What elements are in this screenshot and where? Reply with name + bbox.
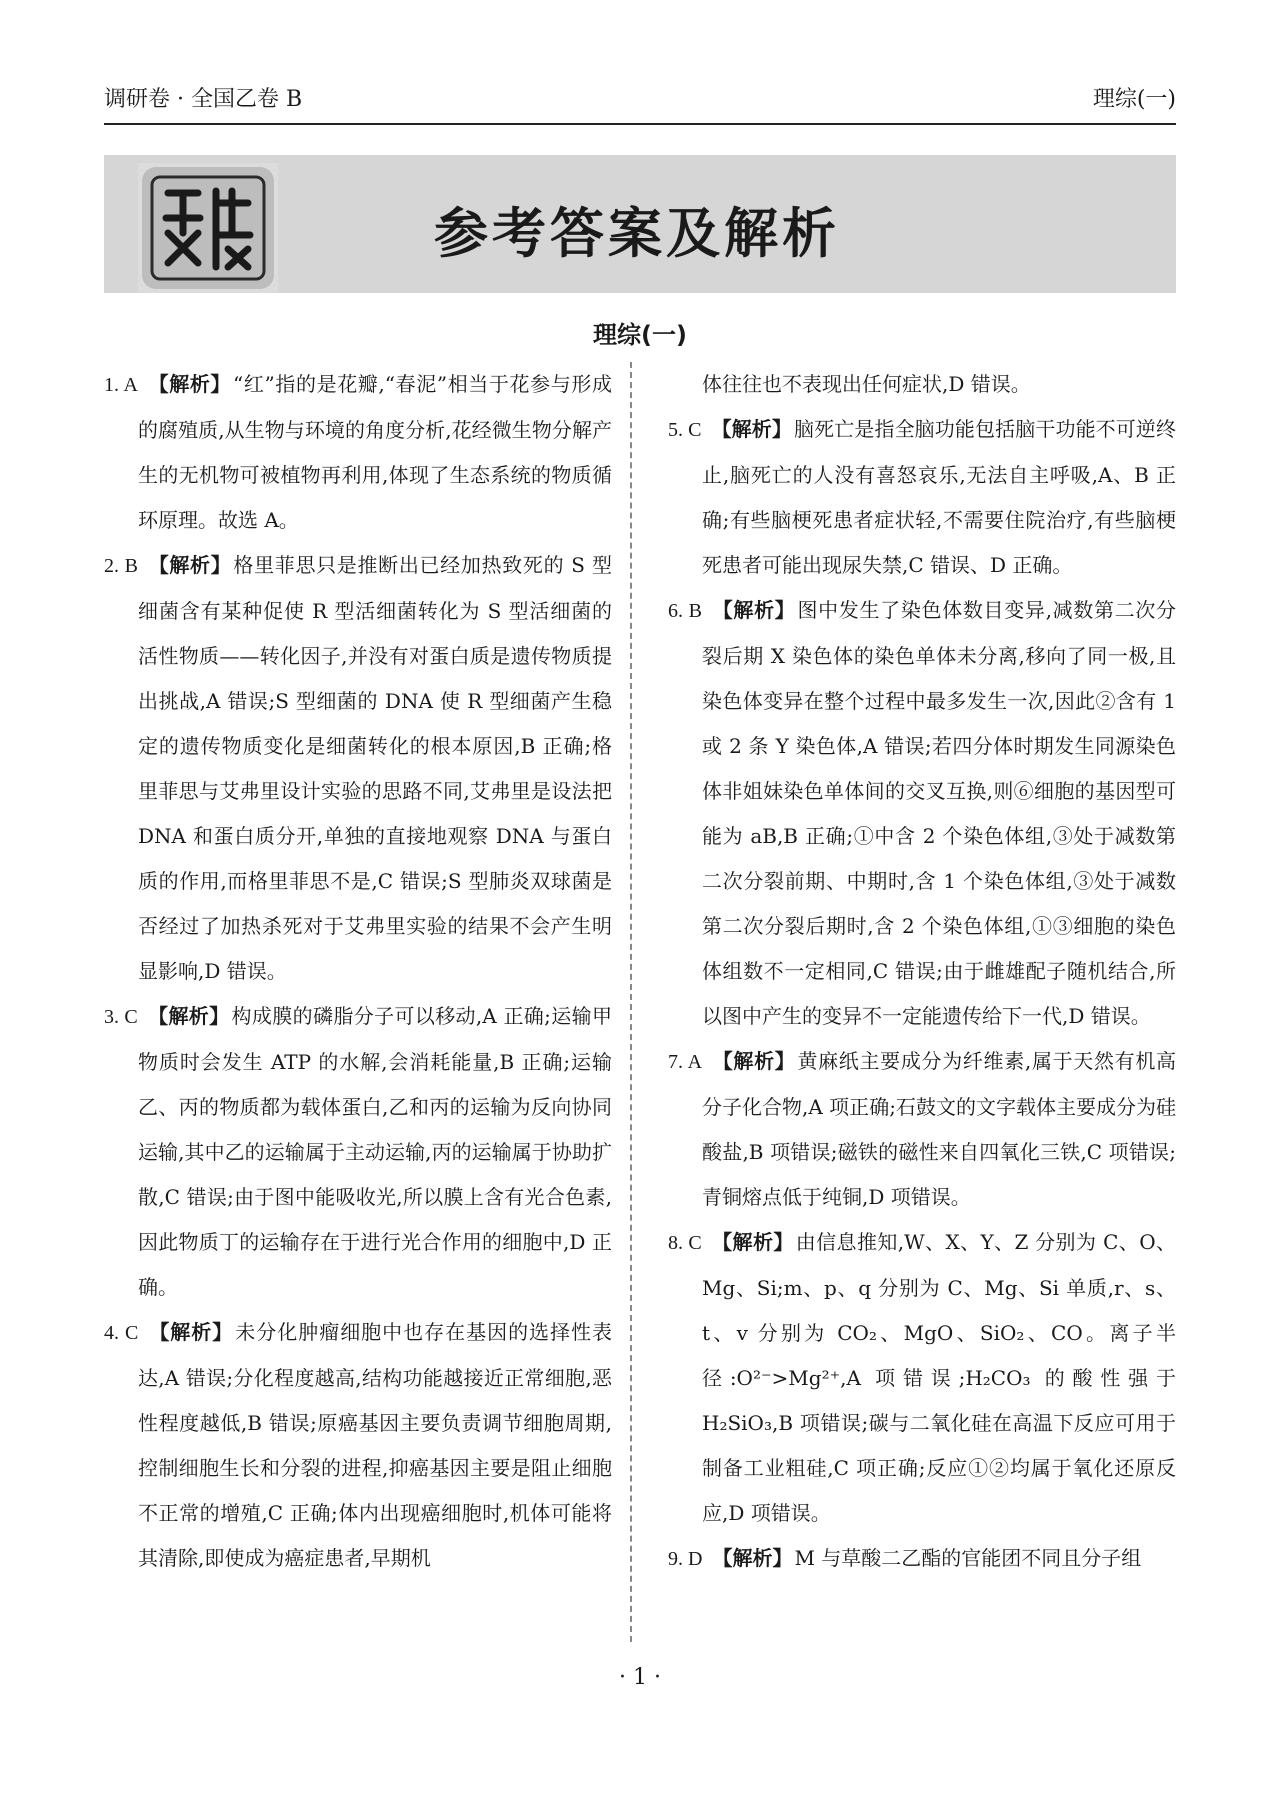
answer-text: 脑死亡是指全脑功能包括脑干功能不可逆终止,脑死亡的人没有喜怒哀乐,无法自主呼吸,A、B 正确;有些脑梗死患者症状轻,不需要住院治疗,有些脑梗死患者可能出现尿失禁,C 错误、D 正确。 [702,417,1177,577]
header-right-title: 理综(一) [1092,87,1176,112]
answer-continuation [668,362,1176,407]
answer-item [668,407,1176,588]
analysis-tag: 【解析】 [148,553,232,577]
answer-number: 3. C [104,1006,138,1028]
answer-number: 6. B [668,600,703,622]
right-column [668,362,1176,1642]
answer-text: M 与草酸二乙酯的官能团不同且分子组 [794,1546,1142,1570]
answer-text: 黄麻纸主要成分为纤维素,属于天然有机高分子化合物,A 项正确;石鼓文的文字载体主要成分为硅酸盐,B 项错误;磁铁的磁性来自四氧化三铁,C 项错误;青铜熔点低于纯铜,D 项错误。 [702,1049,1177,1209]
answer-item [668,1220,1176,1536]
answer-text: 由信息推知,W、X、Y、Z 分别为 C、O、Mg、Si;m、p、q 分别为 C、Mg、Si 单质,r、s、t、v 分别为 CO₂、MgO、SiO₂、CO。离子半径:O²⁻>Mg²⁺,A 项错误;H₂CO₃ 的酸性强于 H₂SiO₃,B 项错误;碳与二氧化硅在高温下反应可用于制备工业粗硅,C 项正确;反应①②均属于氧化还原反应,D 项错误。 [702,1230,1177,1525]
answer-number: 1. A [104,374,138,396]
seal-logo-icon [138,163,278,293]
analysis-tag: 【解析】 [148,1320,234,1344]
answer-text: 体往往也不表现出任何症状,D 错误。 [702,372,1031,396]
header-left-title: 调研卷 · 全国乙卷 B [104,87,303,112]
answer-item [104,362,612,543]
running-header [104,82,1176,125]
analysis-tag: 【解析】 [711,1230,794,1254]
answer-text: 图中发生了染色体数目变异,减数第二次分裂后期 X 染色体的染色单体未分离,移向了同一极,且染色体变异在整个过程中最多发生一次,因此②含有 1 或 2 条 Y 染色体,A 错误;若四分体时期发生同源染色体非姐妹染色单体间的交叉互换,则⑥细胞的基因型可能为 aB,B 正确;①中含 2 个染色体组,③处于减数第二次分裂前期、中期时,含 1 个染色体组,③处于减数第二次分裂后期时,含 2 个染色体组,①③细胞的染色体组数不一定相同,C 错误;由于雌雄配子随机结合,所以图中产生的变异不一定能遗传给下一代,D 错误。 [702,598,1177,1028]
answer-columns [104,362,1176,1642]
page-number: · 1 · [619,1665,661,1690]
banner-title: 参考答案及解析 [434,202,840,265]
title-banner [104,155,1176,293]
answer-text: 格里菲思只是推断出已经加热致死的 S 型细菌含有某种促使 R 型活细菌转化为 S 型活细菌的活性物质——转化因子,并没有对蛋白质是遗传物质提出挑战,A 错误;S 型细菌的 DNA 使 R 型细菌产生稳定的遗传物质变化是细菌转化的根本原因,B 正确;格里菲思与艾弗里设计实验的思路不同,艾弗里是设法把 DNA 和蛋白质分开,单独的直接地观察 DNA 与蛋白质的作用,而格里菲思不是,C 错误;S 型肺炎双球菌是否经过了加热杀死对于艾弗里实验的结果不会产生明显影响,D 错误。 [138,553,613,983]
answer-number: 2. B [104,555,139,577]
answer-text: 构成膜的磷脂分子可以移动,A 正确;运输甲物质时会发生 ATP 的水解,会消耗能量,B 正确;运输乙、丙的物质都为载体蛋白,乙和丙的运输为反向协同运输,其中乙的运输属于主动运输,丙的运输属于协助扩散,C 错误;由于图中能吸收光,所以膜上含有光合色素,因此物质丁的运输存在于进行光合作用的细胞中,D 正确。 [138,1004,613,1299]
answer-number: 8. C [668,1232,702,1254]
answer-item [104,543,612,994]
analysis-tag: 【解析】 [147,1004,230,1028]
analysis-tag: 【解析】 [712,1546,793,1570]
answer-number: 7. A [668,1051,703,1073]
left-column [104,362,632,1642]
answer-number: 4. C [104,1322,139,1344]
answer-item [668,1536,1176,1582]
answer-text: 未分化肿瘤细胞中也存在基因的选择性表达,A 错误;分化程度越高,结构功能越接近正常细胞,恶性程度越低,B 错误;原癌基因主要负责调节细胞周期,控制细胞生长和分裂的进程,抑癌基因主要是阻止细胞不正常的增殖,C 正确;体内出现癌细胞时,机体可能将其清除,即使成为癌症患者,早期机 [138,1320,613,1570]
analysis-tag: 【解析】 [147,372,232,396]
answer-text: “红”指的是花瓣,“春泥”相当于花参与形成的腐殖质,从生物与环境的角度分析,花经微生物分解产生的无机物可被植物再利用,体现了生态系统的物质循环原理。故选 A。 [138,372,612,532]
analysis-tag: 【解析】 [711,417,793,441]
answer-number: 5. C [668,419,702,441]
answer-number: 9. D [668,1548,703,1570]
answer-item [668,1039,1176,1220]
answer-item [668,588,1176,1039]
answer-item [104,1310,612,1581]
analysis-tag: 【解析】 [712,1049,796,1073]
analysis-tag: 【解析】 [712,598,796,622]
answer-item [104,994,612,1310]
seal-logo-svg [138,163,278,293]
section-title: 理综(一) [593,321,687,349]
